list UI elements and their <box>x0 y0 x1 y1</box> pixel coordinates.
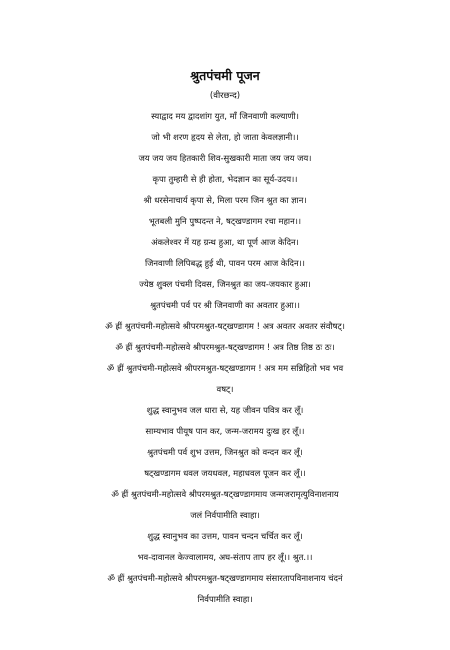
page-title: श्रुतपंचमी पूजन <box>190 68 260 83</box>
verse-line: अंकलेश्वर में यह ग्रन्थ हुआ, था पूर्ण आज केदिन। <box>151 237 299 247</box>
verse-lines <box>0 106 450 610</box>
verse-line: शुद्ध स्वानुभव जल धारा से, यह जीवन पवित्र कर लूँ। <box>146 405 304 415</box>
verse-line: शुद्ध स्वानुभव का उत्तम, पावन चन्दन चर्चित कर लूँ। <box>147 531 303 541</box>
mantra-line: वषट्। <box>216 384 234 394</box>
verse-line: जो भी शरण हृदय से लेता, हो जाता केवलज्ञानी।। <box>151 132 299 142</box>
verse-line: कृपा तुम्हारी से ही होता, भेदज्ञान का सूर्य-उदय।। <box>152 174 298 184</box>
verse-line: स्याद्वाद मय द्वादशांग युत, माँ जिनवाणी कल्याणी। <box>151 111 299 121</box>
mantra-line: ॐ ह्रीं श्रुतपंचमी-महोत्सवे श्रीपरमश्रुत-षट्खण्डागम ! अत्र तिष्ठ तिष्ठ ठः ठः। <box>115 342 335 352</box>
verse-line: ज्येष्ठ शुक्ल पंचमी दिवस, जिनश्रुत का जय-जयकार हुआ। <box>139 279 311 289</box>
mantra-line: जलं निर्वपामीति स्वाहा। <box>190 510 260 520</box>
verse-line: षट्खण्डागम धवल जयधवल, महाधवल पूजन कर लूँ।। <box>144 468 306 478</box>
verse-line: भव-दावानल केज्वालामय, अघ-संताप ताप हर लूँ।। श्रुत.।। <box>137 552 313 562</box>
mantra-line: निर्वपामीति स्वाहा। <box>197 594 253 604</box>
verse-line: जिनवाणी लिपिबद्ध हुई थी, पावन परम आज केदिन।। <box>145 258 305 268</box>
mantra-line: ॐ ह्रीं श्रुतपंचमी-महोत्सवे श्रीपरमश्रुत-षट्खण्डागमाय संसारतापविनाशनाय चंदनं <box>107 573 343 583</box>
verse-line: श्रुतपंचमी पर्व पर श्री जिनवाणी का अवतार हुआ।। <box>150 300 300 310</box>
mantra-line: ॐ ह्रीं श्रुतपंचमी-महोत्सवे श्रीपरमश्रुत-षट्खण्डागमाय जन्मजरामृत्युविनाशनाय <box>111 489 339 499</box>
verse-line: जय जय जय हितकारी शिव-सुखकारी माता जय जय जय। <box>138 153 312 163</box>
verse-line: साम्यभाव पीयूष पान कर, जन्म-जरामय दुःख हर लूँ।। <box>145 426 305 436</box>
mantra-line: ॐ ह्रीं श्रुतपंचमी-महोत्सवे श्रीपरमश्रुत-षट्खण्डागम ! अत्र अवतर अवतर संवौषट्। <box>105 321 345 331</box>
page-subtitle: (वीरछन्द) <box>209 91 241 101</box>
verse-line: श्रुतपंचमी पर्व शुभ उत्तम, जिनश्रुत को वन्दन कर लूँ। <box>147 447 303 457</box>
verse-line: भूतबली मुनि पुष्पदन्त ने, षट्खण्डागम रचा महान।। <box>148 216 302 226</box>
mantra-line: ॐ ह्रीं श्रुतपंचमी-महोत्सवे श्रीपरमश्रुत-षट्खण्डागम ! अत्र मम सन्निहितो भव भव <box>106 363 344 373</box>
verse-line: श्री धरसेनाचार्य कृपा से, मिला परम जिन श्रुत का ज्ञान। <box>143 195 307 205</box>
